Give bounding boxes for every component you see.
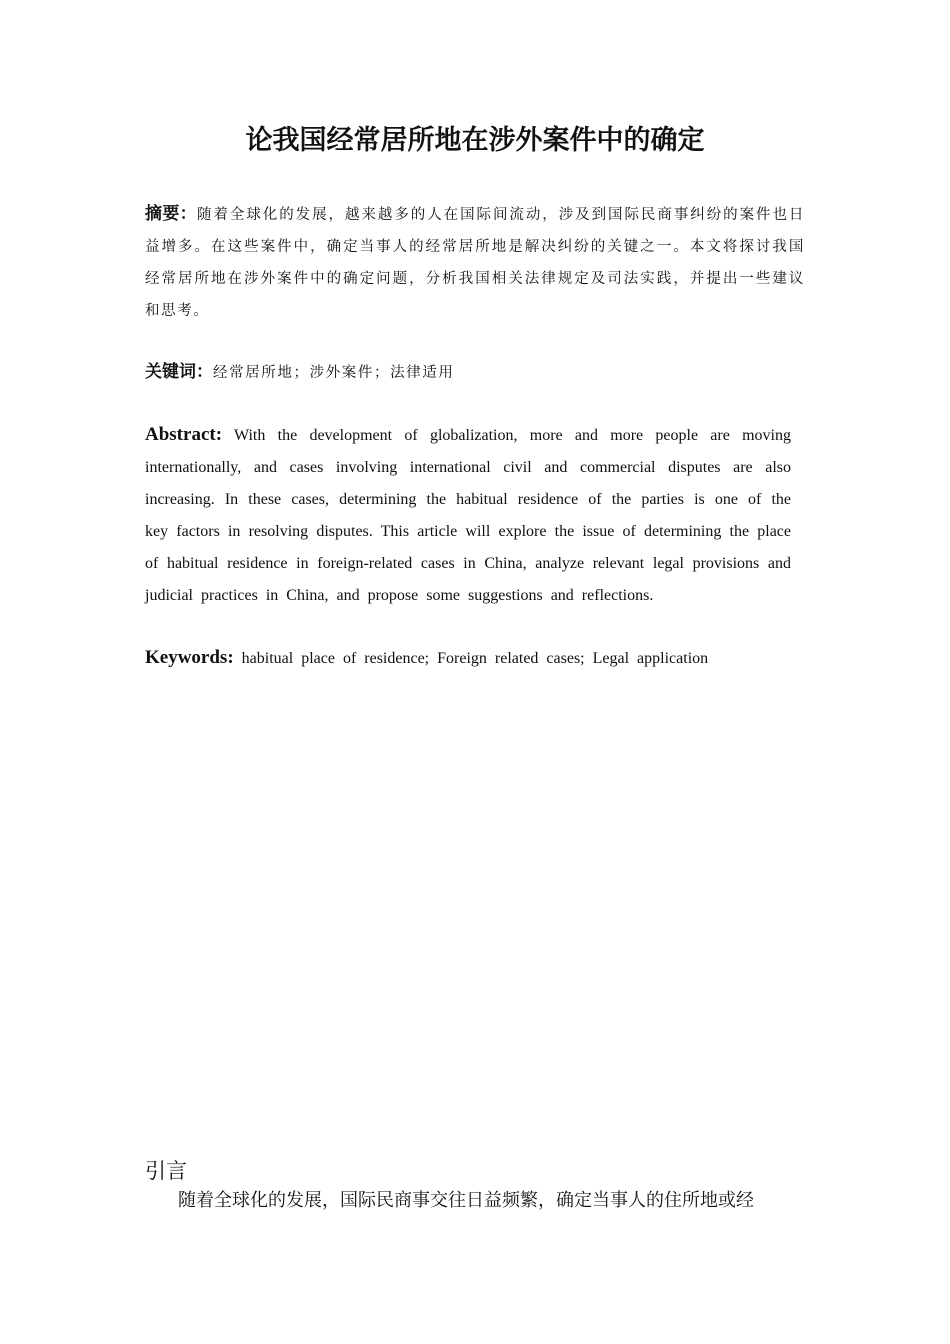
chinese-keywords [145,356,805,389]
chinese-abstract [145,198,805,327]
english-keywords-label: Keywords: [145,647,234,668]
paper-title: 论我国经常居所地在涉外案件中的确定 [245,125,705,156]
english-abstract-label: Abstract: [145,424,223,445]
chinese-keywords-text: 经常居所地；涉外案件；法律适用 [213,365,455,381]
introduction-heading: 引言 [145,1159,187,1183]
english-keywords-text: habitual place of residence; Foreign related cases; Legal application [241,650,709,667]
chinese-abstract-text: 随着全球化的发展，越来越多的人在国际间流动，涉及到国际民商事纠纷的案件也日益增多。在这些案件中，确定当事人的经常居所地是解决纠纷的关键之一。本文将探讨我国经常居所地在涉外案件中的确定问题，分析我国相关法律规定及司法实践，并提出一些建议和思考。 [145,207,806,319]
english-abstract-text: With the development of globalization, more and more people are moving internationally, and cases involving international civil and commercial disputes are also increasing. In these cases, determining the habitual residence of the parties is one of the key factors in resolving disputes. This article will explore the issue of determining the place of habitual residence in foreign-related cases in China, analyze relevant legal provisions and judicial practices in China, and propose some suggestions and reflections. [145,427,791,604]
english-abstract [145,419,791,612]
chinese-keywords-label: 关键词： [145,362,213,382]
chinese-abstract-label: 摘要： [145,204,198,224]
english-keywords [145,642,805,675]
introduction-paragraph: 随着全球化的发展，国际民商事交往日益频繁，确定当事人的住所地或经 [178,1190,754,1211]
